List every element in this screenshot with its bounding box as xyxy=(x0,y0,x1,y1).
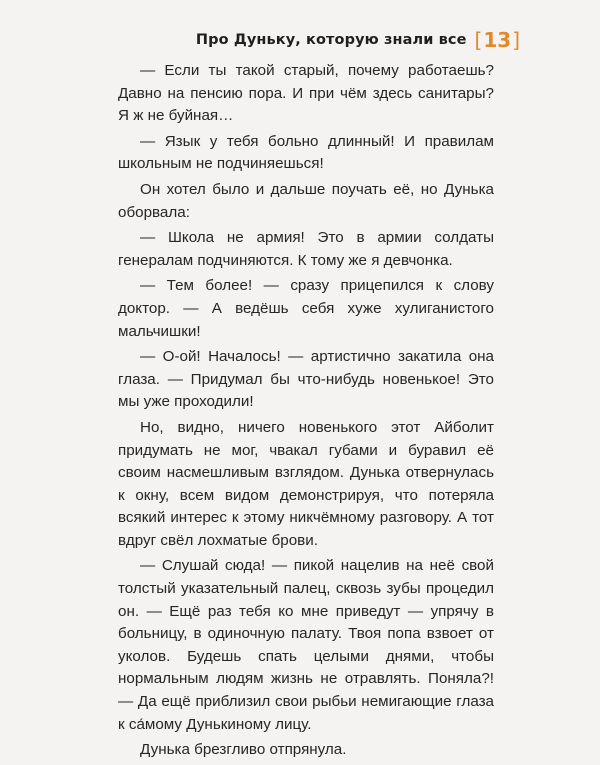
paragraph: — Слушай сюда! — пикой нацелив на неё свой толстый указательный палец, сквозь зубы процедил он. — Ещё раз тебя ко мне приведут — упрячу в больницу, в одиночную палату. Твоя попа взвоет от уколов. Будешь спать целыми днями, чтобы нормальным людям жизнь не отравлять. Поняла?! — Да ещё приблизил свои рыбьи немигающие глаза к са́мому Дунькиному лицу. xyxy=(118,557,494,733)
chapter-title: Про Дуньку, которую знали все xyxy=(195,32,467,48)
paragraph: Он хотел было и дальше поучать её, но Дунька оборвала: xyxy=(118,180,494,221)
running-header xyxy=(196,30,520,50)
paragraph: Дунька брезгливо отпрянула. xyxy=(140,741,347,759)
body-text xyxy=(118,60,494,765)
paragraph: — О-ой! Началось! — артистично закатила она глаза. — Придумал бы что-нибудь новенькое! Это мы уже проходили! xyxy=(118,348,494,411)
paragraph: — Тем более! — сразу прицепился к слову доктор. — А ведёшь себя хуже хулиганистого мальчишки! xyxy=(118,277,494,340)
page-number-bracket-right: ] xyxy=(512,28,520,52)
page-number-value: 13 xyxy=(483,28,512,52)
paragraph: — Язык у тебя больно длинный! И правилам школьным не подчиняешься! xyxy=(118,132,494,173)
paragraph: — Школа не армия! Это в армии солдаты генералам подчиняются. К тому же я девчонка. xyxy=(118,229,494,269)
paragraph: Но, видно, ничего новенького этот Айболит придумать не мог, чвакал губами и буравил её своим насмешливым взглядом. Дунька отвернулась к окну, всем видом демонстрируя, что потеряла всякий интерес к этому никчёмному разговору. А тот вдруг свёл лохматые брови. xyxy=(118,418,494,549)
page-number xyxy=(475,30,520,50)
page-number-bracket-left: [ xyxy=(474,28,483,52)
paragraph: — Если ты такой старый, почему работаешь? Давно на пенсию пора. И при чём здесь санитары? Я ж не буйная… xyxy=(118,62,494,125)
